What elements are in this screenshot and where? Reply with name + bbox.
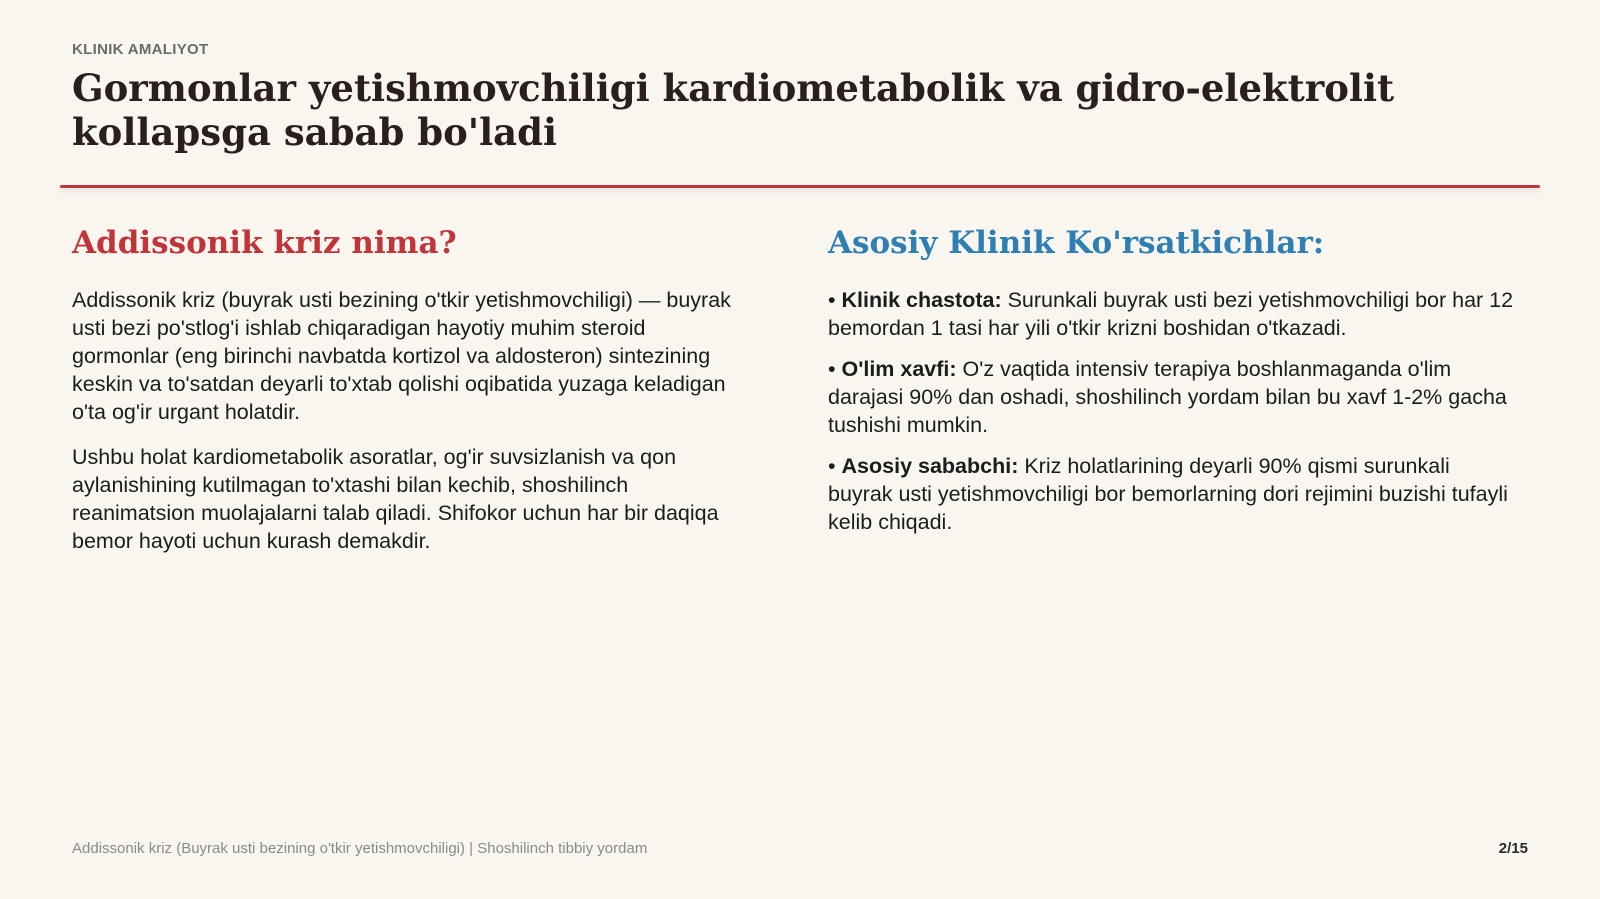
left-paragraph-1: Addissonik kriz (buyrak usti bezining o'tkir yetishmovchiligi) — buyrak usti bezi po'stlog'i ishlab chiqaradigan hayotiy muhim steroid gormonlar (eng birinchi navbatda kortizol va aldosteron) sintezining keskin va to'satdan deyarli to'xtab qolishi oqibatida yuzaga keladigan o'ta og'ir urgant holatdir. (72, 288, 731, 424)
bullet-item: • Klinik chastota: Surunkali buyrak usti bezi yetishmovchiligi bor har 12 bemordan 1 tasi har yili o'tkir krizni boshidan o'tkazadi. (828, 288, 1514, 340)
title-divider (60, 185, 1540, 188)
bullet-label: Asosiy sababchi: (841, 454, 1019, 478)
bullet-label: O'lim xavfi: (841, 357, 957, 381)
section-kicker: KLINIK AMALIYOT (72, 41, 209, 58)
footer-caption: Addissonik kriz (Buyrak usti bezining o'tkir yetishmovchiligi) | Shoshilinch tibbiy yordam (72, 840, 648, 857)
slide-title: Gormonlar yetishmovchiligi kardiometabolik va gidro-elektrolit kollapsga sabab bo'ladi (72, 66, 1395, 154)
left-paragraph-2: Ushbu holat kardiometabolik asoratlar, og'ir suvsizlanish va qon aylanishining kutilmagan to'xtashi bilan kechib, shoshilinch reanimatsion muolajalarni talab qiladi. Shifokor uchun har bir daqiqa bemor hayoti uchun kurash demakdir. (72, 445, 719, 553)
right-heading: Asosiy Klinik Ko'rsatkichlar: (828, 225, 1325, 261)
bullet-text: Surunkali buyrak usti bezi yetishmovchiligi bor har 12 bemordan 1 tasi har yili o'tkir krizni boshidan o'tkazadi. (828, 288, 1514, 340)
bullet-text: O'z vaqtida intensiv terapiya boshlanmaganda o'lim darajasi 90% dan oshadi, shoshilinch yordam bilan bu xavf 1-2% gacha tushishi mumkin. (828, 357, 1507, 437)
bullet-text: Kriz holatlarining deyarli 90% qismi surunkali buyrak usti yetishmovchiligi bor bemorlarning dori rejimini buzishi tufayli kelib chiqadi. (828, 454, 1508, 534)
right-column (828, 222, 1518, 549)
bullet-label: Klinik chastota: (841, 288, 1002, 312)
bullet-item: • O'lim xavfi: O'z vaqtida intensiv terapiya boshlanmaganda o'lim darajasi 90% dan oshadi, shoshilinch yordam bilan bu xavf 1-2% gacha tushishi mumkin. (828, 357, 1507, 437)
page-number: 2/15 (1498, 840, 1528, 857)
left-heading: Addissonik kriz nima? (72, 225, 457, 261)
left-column (72, 222, 742, 572)
bullet-item: • Asosiy sababchi: Kriz holatlarining deyarli 90% qismi surunkali buyrak usti yetishmovchiligi bor bemorlarning dori rejimini buzishi tufayli kelib chiqadi. (828, 454, 1508, 534)
